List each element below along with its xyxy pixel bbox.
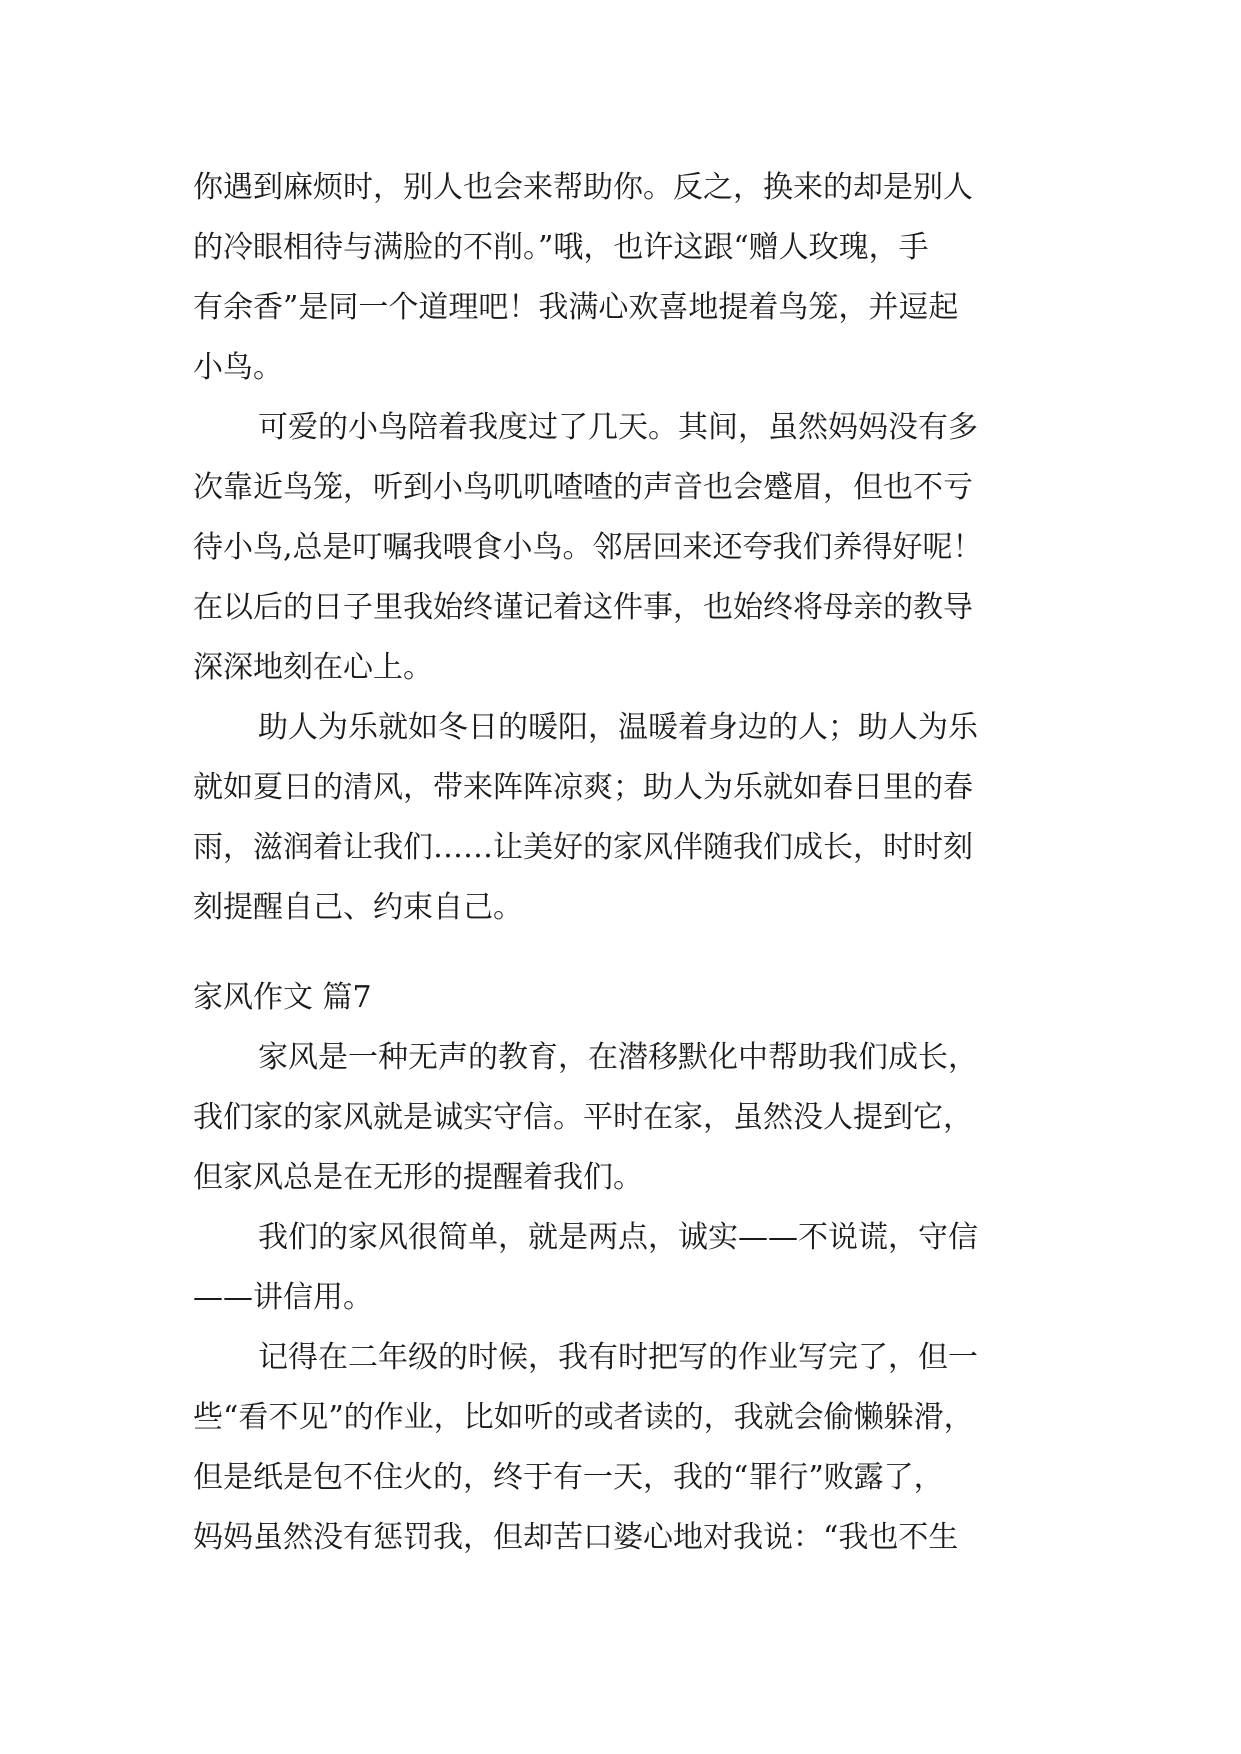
text-line: 你遇到麻烦时，别人也会来帮助你。反之，换来的却是别人 [193, 170, 973, 205]
text-line: 刻提醒自己、约束自己。 [193, 890, 523, 925]
text-line: ——讲信用。 [193, 1280, 373, 1315]
text-line: 次靠近鸟笼，听到小鸟叽叽喳喳的声音也会蹙眉，但也不亏 [193, 470, 973, 505]
paragraph-first-line: 助人为乐就如冬日的暖阳，温暖着身边的人；助人为乐 [258, 710, 978, 745]
paragraph-first-line: 我们的家风很简单，就是两点，诚实——不说谎，守信 [258, 1220, 978, 1255]
text-line: 就如夏日的清风，带来阵阵凉爽；助人为乐就如春日里的春 [193, 770, 973, 805]
section-heading: 家风作文 篇7 [193, 980, 372, 1015]
text-line: 待小鸟,总是叮嘱我喂食小鸟。邻居回来还夸我们养得好呢！ [193, 530, 983, 565]
text-line: 在以后的日子里我始终谨记着这件事，也始终将母亲的教导 [193, 590, 973, 625]
paragraph-first-line: 可爱的小鸟陪着我度过了几天。其间，虽然妈妈没有多 [258, 410, 978, 445]
paragraph-first-line: 家风是一种无声的教育，在潜移默化中帮助我们成长， [258, 1040, 978, 1075]
text-line: 我们家的家风就是诚实守信。平时在家，虽然没人提到它， [193, 1100, 973, 1135]
text-line: 些“看不见”的作业，比如听的或者读的，我就会偷懒躲滑， [193, 1400, 974, 1435]
text-line: 深深地刻在心上。 [193, 650, 433, 685]
text-line: 的冷眼相待与满脸的不削。”哦，也许这跟“赠人玫瑰，手 [193, 230, 929, 265]
text-line: 雨，滋润着让我们……让美好的家风伴随我们成长，时时刻 [193, 830, 973, 865]
text-line: 但是纸是包不住火的，终于有一天，我的“罪行”败露了， [193, 1460, 944, 1495]
text-line: 小鸟。 [193, 350, 283, 385]
text-line: 妈妈虽然没有惩罚我，但却苦口婆心地对我说：“我也不生 [193, 1520, 959, 1555]
paragraph-first-line: 记得在二年级的时候，我有时把写的作业写完了，但一 [258, 1340, 978, 1375]
text-line: 有余香”是同一个道理吧！我满心欢喜地提着鸟笼，并逗起 [193, 290, 959, 325]
text-line: 但家风总是在无形的提醒着我们。 [193, 1160, 643, 1195]
